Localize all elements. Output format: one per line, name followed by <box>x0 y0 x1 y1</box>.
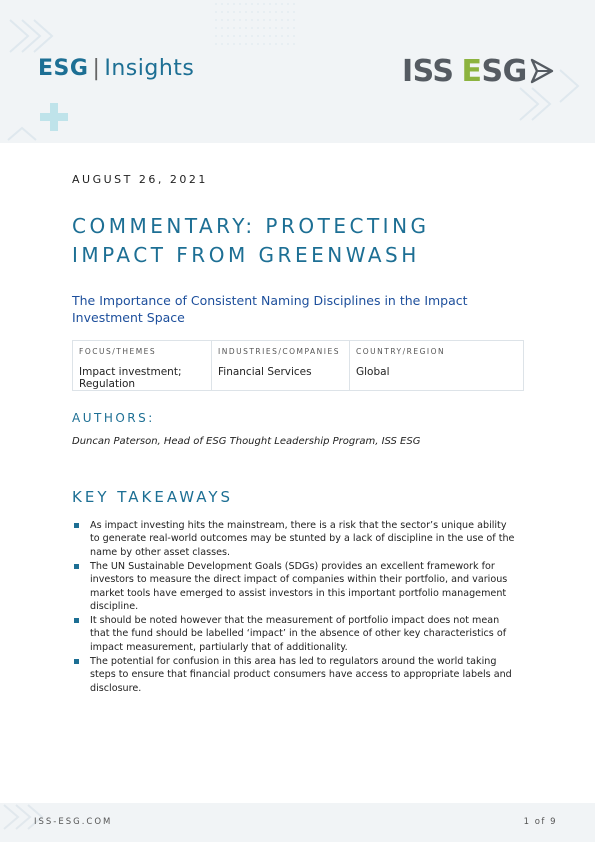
header-band <box>0 0 595 143</box>
takeaway-text: As impact investing hits the mainstream, there is a risk that the sector’s unique ability to generate real-world outcomes may be stunted by a lack of discipline in the use of the name by other asset classes. <box>90 520 515 558</box>
meta-header-industries: INDUSTRIES/COMPANIES <box>212 341 350 361</box>
meta-table <box>72 340 524 391</box>
bullet-icon <box>74 659 79 664</box>
meta-value-industries: Financial Services <box>212 361 350 391</box>
page-number: 1 of 9 <box>523 817 557 827</box>
logo-esg-e: E <box>461 53 482 89</box>
list-item <box>72 560 517 614</box>
plus-icon <box>40 103 68 131</box>
document-subtitle: The Importance of Consistent Naming Disciplines in the Impact Investment Space <box>72 293 468 325</box>
bullet-icon <box>74 618 79 623</box>
list-item <box>72 519 517 559</box>
bullet-icon <box>74 523 79 528</box>
title-line-1: COMMENTARY: PROTECTING <box>72 214 430 238</box>
meta-value-country: Global <box>350 361 524 391</box>
key-takeaways-heading: KEY TAKEAWAYS <box>72 488 234 506</box>
title-line-2: IMPACT FROM GREENWASH <box>72 243 420 267</box>
logo-arrow-icon <box>530 58 554 84</box>
meta-value-focus: Impact investment; Regulation <box>73 361 212 391</box>
brand-esg: ESG <box>38 56 89 81</box>
meta-header-country: COUNTRY/REGION <box>350 341 524 361</box>
footer-website-link[interactable]: ISS-ESG.COM <box>34 817 113 827</box>
meta-header-focus: FOCUS/THEMES <box>73 341 212 361</box>
logo-iss: ISS <box>402 53 454 89</box>
authors-heading: AUTHORS: <box>72 411 155 425</box>
takeaway-text: It should be noted however that the measurement of portfolio impact does not mean that the fund should be labelled ‘impact’ in the absence of other key characteristics of impact measurement, partiularly that of additionality. <box>90 615 507 653</box>
list-item <box>72 655 517 695</box>
author-line: Duncan Paterson, Head of ESG Thought Leadership Program, ISS ESG <box>72 436 421 447</box>
takeaway-text: The potential for confusion in this area has led to regulators around the world taking steps to ensure that financial product consumers have access to appropriate labels and disclosure. <box>90 655 512 694</box>
logo-esg-rest: SG <box>481 53 527 89</box>
bullet-icon <box>74 564 79 569</box>
list-item <box>72 614 517 654</box>
brand-separator: | <box>92 56 101 81</box>
key-takeaways-list <box>72 519 517 696</box>
brand-insights: Insights <box>104 56 195 81</box>
publication-date: AUGUST 26, 2021 <box>72 173 208 186</box>
logo-esg <box>462 54 527 89</box>
iss-esg-logo <box>402 54 554 88</box>
esg-insights-brand <box>38 56 194 81</box>
document-title <box>72 212 532 270</box>
takeaway-text: The UN Sustainable Development Goals (SDGs) provides an excellent framework for investors to measure the direct impact of companies within their portfolio, and various market tools have emerged to assist investors in this important portfolio management discipline. <box>90 560 508 613</box>
